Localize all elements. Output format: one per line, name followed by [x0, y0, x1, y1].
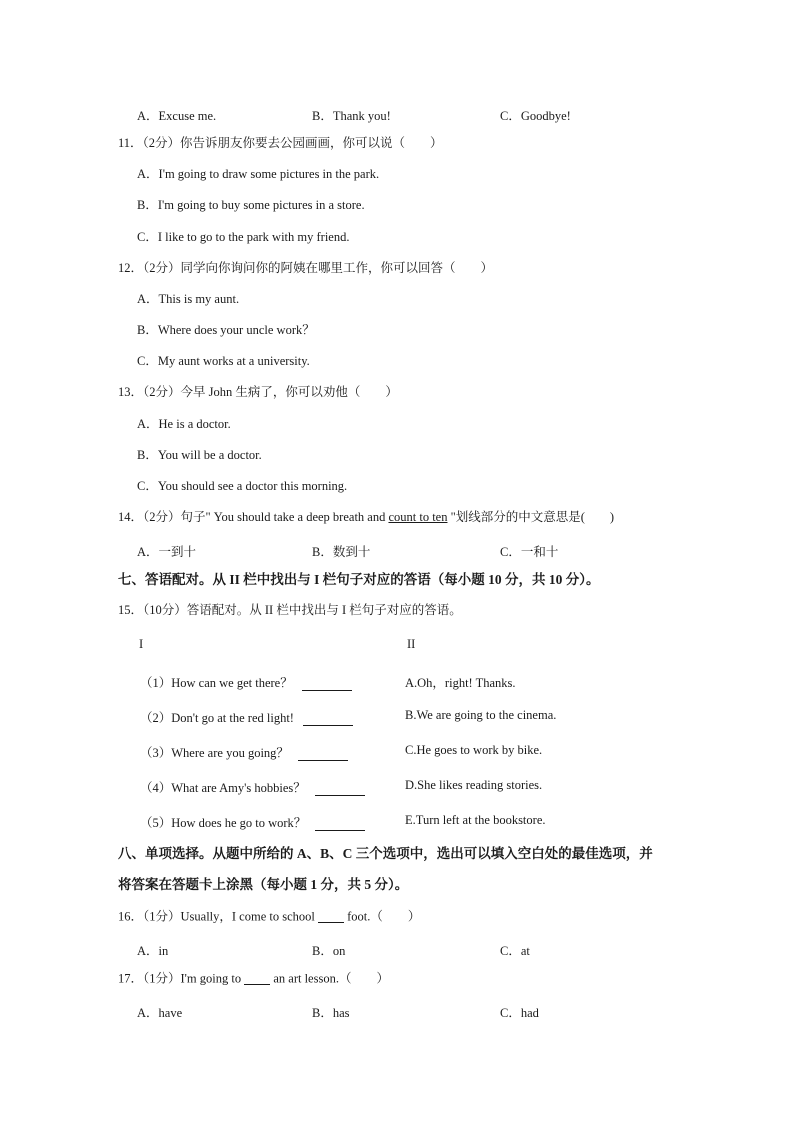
q14-stem-post: "划线部分的中文意思是( ): [447, 510, 615, 524]
answer-blank-2[interactable]: [303, 713, 353, 726]
q15-left-item-4: [140, 778, 365, 796]
section8-title-line1: 八、单项选择。从题中所给的 A、B、C 三个选项中，选出可以填入空白处的最佳选项，并: [118, 846, 653, 861]
q15-left-item-3: [140, 743, 348, 761]
q15-right-item-b: B.We are going to the cinema.: [405, 708, 557, 722]
q15-left-item-2: [140, 708, 353, 726]
q11-stem: 11．（2分）你告诉朋友你要去公园画画，你可以说（ ）: [118, 136, 443, 150]
q16-option-c: C．at: [500, 944, 530, 958]
q15-left-text-3: （3）Where are you going？: [140, 746, 289, 760]
q15-left-text-2: （2）Don't go at the red light!: [140, 711, 294, 725]
q14-option-b: B．数到十: [312, 545, 371, 559]
q17-stem-pre: 17．（1分）I'm going to: [118, 971, 245, 986]
q15-column-i-header: I: [139, 637, 144, 651]
q17-option-b: B．has: [312, 1006, 350, 1020]
section8-title-line2: 将答案在答题卡上涂黑（每小题 1 分，共 5 分）。: [118, 877, 409, 892]
q15-right-item-d: D.She likes reading stories.: [405, 778, 543, 792]
q17-stem: [118, 972, 389, 985]
q17-blank[interactable]: [244, 972, 270, 985]
q16-option-b: B．on: [312, 944, 346, 958]
q15-column-ii-header: II: [407, 637, 416, 651]
section7-title: 七、答语配对。从 II 栏中找出与 I 栏句子对应的答语（每小题 10 分，共 10 分）。: [118, 572, 600, 587]
answer-blank-4[interactable]: [315, 783, 365, 796]
q15-left-text-4: （4）What are Amy's hobbies？: [140, 781, 306, 795]
q16-stem-pre: 16．（1分）Usually，I come to school: [118, 909, 318, 924]
q10-option-c: C．Goodbye!: [500, 109, 571, 123]
q14-option-c: C．一和十: [500, 545, 559, 559]
q15-left-item-1: [140, 673, 352, 691]
q15-stem: 15．（10分）答语配对。从 II 栏中找出与 I 栏句子对应的答语。: [118, 603, 462, 617]
q14-stem: [118, 511, 614, 524]
answer-blank-3[interactable]: [298, 748, 348, 761]
q13-stem: 13．（2分）今早 John 生病了，你可以劝他（ ）: [118, 385, 398, 399]
q11-option-c: C．I like to go to the park with my friend.: [137, 230, 350, 244]
q14-option-a: A．一到十: [137, 545, 197, 559]
q12-option-a: A．This is my aunt.: [137, 292, 240, 306]
q17-option-c: C．had: [500, 1006, 539, 1020]
q16-stem-post: foot.（ ）: [343, 909, 421, 924]
answer-blank-5[interactable]: [315, 818, 365, 831]
q16-option-a: A．in: [137, 944, 169, 958]
q10-option-b: B．Thank you!: [312, 109, 391, 123]
q15-right-item-e: E.Turn left at the bookstore.: [405, 813, 546, 827]
answer-blank-1[interactable]: [302, 678, 352, 691]
q17-stem-post: an art lesson.（ ）: [270, 971, 389, 986]
q12-option-c: C．My aunt works at a university.: [137, 354, 310, 368]
q15-left-text-5: （5）How does he go to work？: [140, 816, 307, 830]
q10-option-a: A．Excuse me.: [137, 109, 217, 123]
q15-left-text-1: （1）How can we get there？: [140, 676, 293, 690]
q15-right-item-a: A.Oh，right! Thanks.: [405, 676, 516, 690]
q11-option-a: A．I'm going to draw some pictures in the park.: [137, 167, 380, 181]
q16-blank[interactable]: [318, 910, 344, 923]
q15-right-item-c: C.He goes to work by bike.: [405, 743, 543, 757]
q11-option-b: B．I'm going to buy some pictures in a store.: [137, 198, 365, 212]
q12-stem: 12．（2分）同学向你询问你的阿姨在哪里工作，你可以回答（ ）: [118, 261, 494, 275]
q14-underlined-phrase: count to ten: [388, 510, 448, 524]
q13-option-b: B．You will be a doctor.: [137, 448, 262, 462]
q17-option-a: A．have: [137, 1006, 183, 1020]
q12-option-b: B．Where does your uncle work？: [137, 323, 315, 337]
q13-option-c: C．You should see a doctor this morning.: [137, 479, 348, 493]
q16-stem: [118, 910, 420, 923]
q14-stem-pre: 14．（2分）句子" You should take a deep breath and: [118, 510, 389, 524]
q15-left-item-5: [140, 813, 365, 831]
q13-option-a: A．He is a doctor.: [137, 417, 231, 431]
